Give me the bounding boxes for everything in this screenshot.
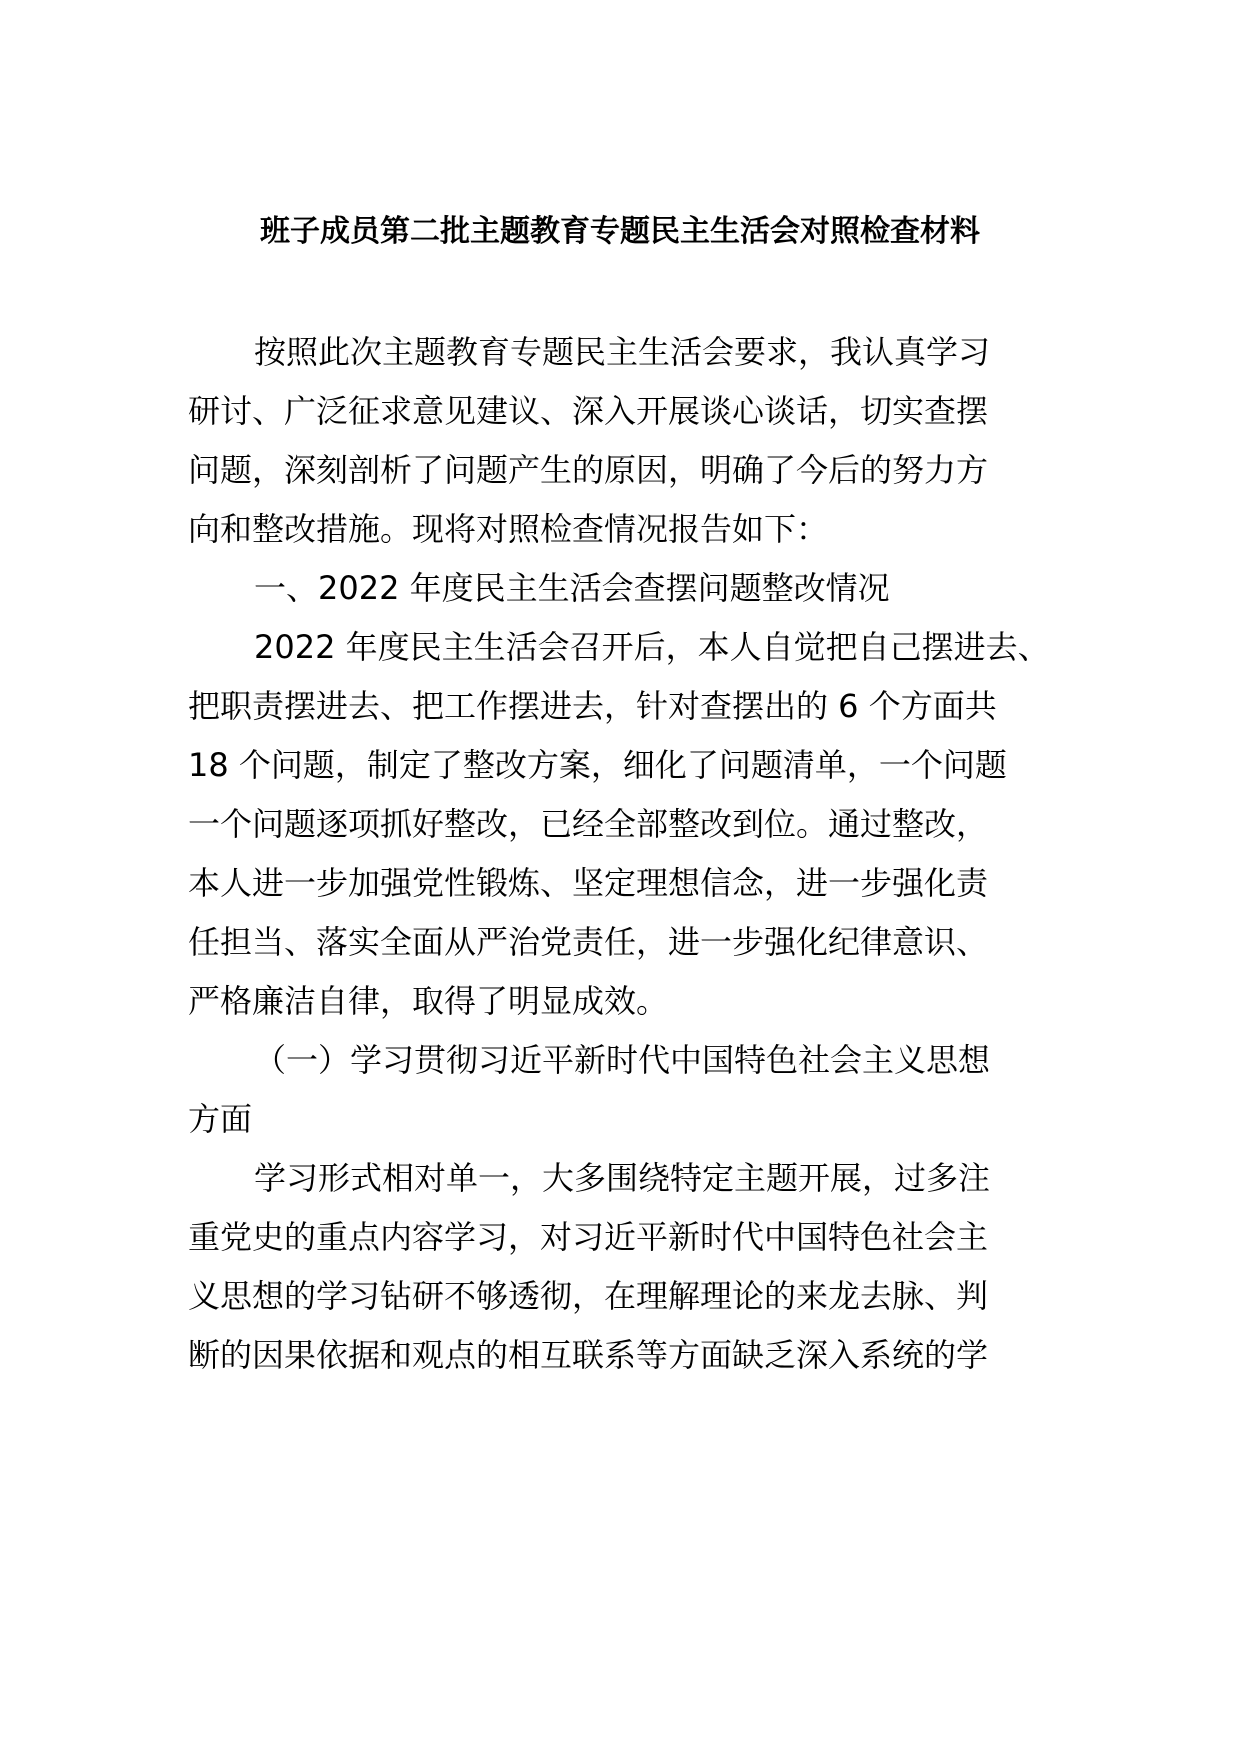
text-line: 18 个问题，制定了整改方案，细化了问题清单，一个问题	[188, 746, 1007, 784]
text-line: 本人进一步加强党性锻炼、坚定理想信念，进一步强化责	[188, 864, 989, 902]
subsection-heading-cont: 方面	[188, 1100, 253, 1138]
text-line: 问题，深刻剖析了问题产生的原因，明确了今后的努力方	[188, 451, 989, 489]
text-line: 2022 年度民主生活会召开后，本人自觉把自己摆进去、	[254, 628, 1050, 666]
text-line: 任担当、落实全面从严治党责任，进一步强化纪律意识、	[188, 923, 989, 961]
section-heading: 一、2022 年度民主生活会查摆问题整改情况	[254, 569, 890, 607]
text-line: 义思想的学习钻研不够透彻，在理解理论的来龙去脉、判	[188, 1277, 989, 1315]
text-line: 严格廉洁自律，取得了明显成效。	[188, 982, 669, 1020]
document-title: 班子成员第二批主题教育专题民主生活会对照检查材料	[260, 214, 980, 249]
text-line: 向和整改措施。现将对照检查情况报告如下：	[188, 510, 829, 548]
text-line: 断的因果依据和观点的相互联系等方面缺乏深入系统的学	[188, 1336, 989, 1374]
text-line: 把职责摆进去、把工作摆进去，针对查摆出的 6 个方面共	[188, 687, 997, 725]
subsection-heading: （一）学习贯彻习近平新时代中国特色社会主义思想	[254, 1041, 991, 1079]
text-line: 研讨、广泛征求意见建议、深入开展谈心谈话，切实查摆	[188, 392, 989, 430]
text-line: 一个问题逐项抓好整改，已经全部整改到位。通过整改，	[188, 805, 989, 843]
text-line: 学习形式相对单一，大多围绕特定主题开展，过多注	[254, 1159, 991, 1197]
text-line: 重党史的重点内容学习，对习近平新时代中国特色社会主	[188, 1218, 989, 1256]
text-line: 按照此次主题教育专题民主生活会要求，我认真学习	[254, 333, 991, 371]
